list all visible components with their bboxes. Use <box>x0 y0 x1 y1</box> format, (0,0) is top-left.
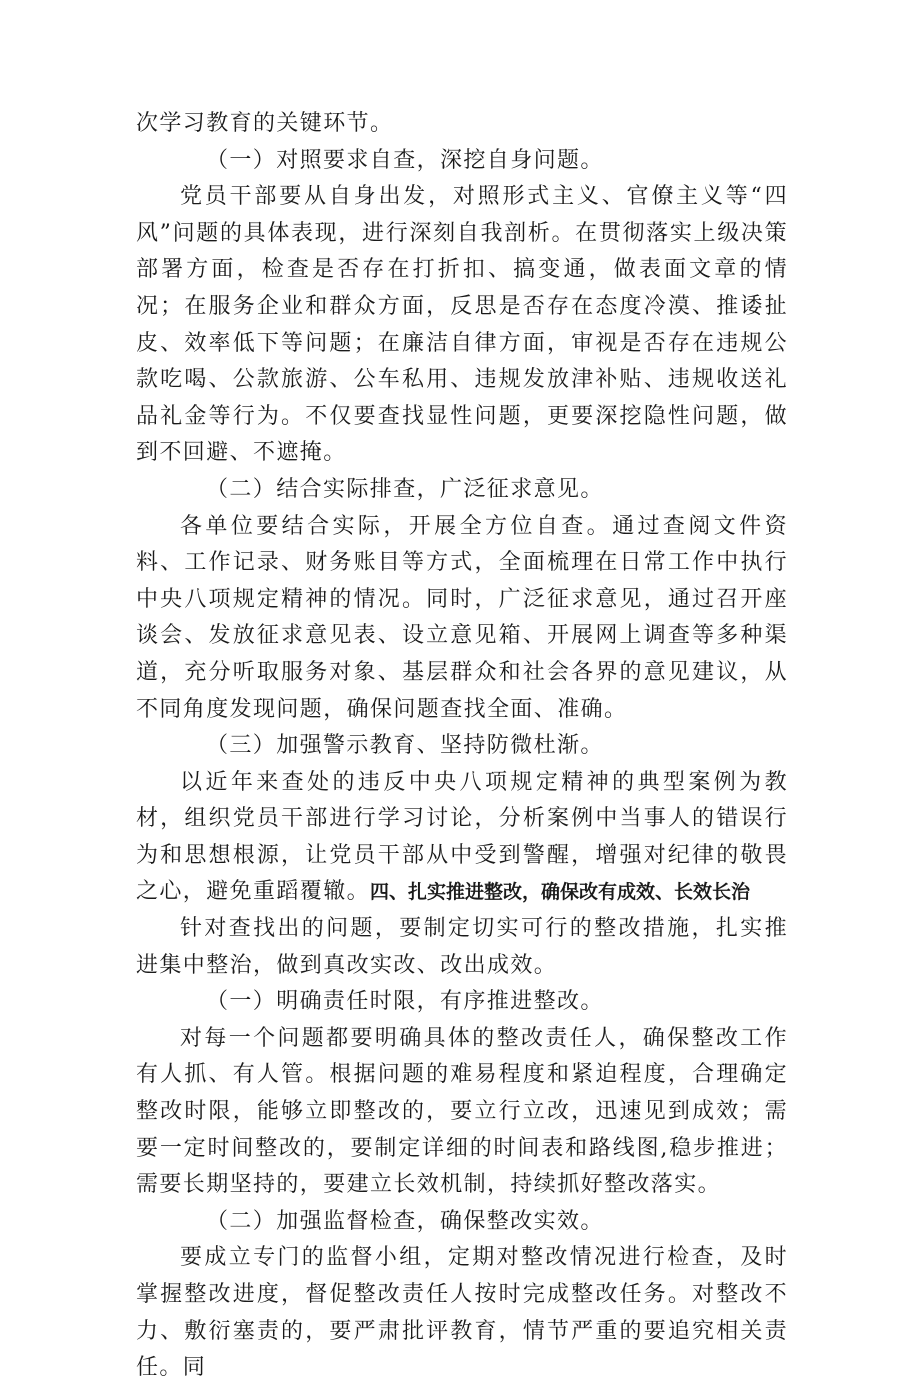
paragraph-continuation: 次学习教育的关键环节。 <box>136 111 394 136</box>
paragraph-rectification-intro: 针对查找出的问题，要制定切实可行的整改措施，扎实推进集中整治，做到真改实改、改出成效。 <box>136 916 788 978</box>
paragraph-self-check: 党员干部要从自身出发，对照形式主义、官僚主义等“四风”问题的具体表现，进行深刻自我剖析。在贯彻落实上级决策部署方面，检查是否存在打折扣、搞变通，做表面文章的情况；在服务企业和群众方面，反思是否存在态度冷漠、推诿扯皮、效率低下等问题；在廉洁自律方面，审视是否存在违规公款吃喝、公款旅游、公车私用、违规发放津补贴、违规收送礼品礼金等行为。不仅要查找显性问题，更要深挖隐性问题，做到不回避、不遮掩。 <box>136 184 788 466</box>
subheading-supervision: （二）加强监督检查，确保整改实效。 <box>206 1208 604 1234</box>
paragraph-warning-education-text: 以近年来查处的违反中央八项规定精神的典型案例为教材，组织党员干部进行学习讨论，分析案例中当事人的错误行为和思想根源，让党员干部从中受到警醒，增强对纪律的敬畏之心，避免重蹈覆辙。 <box>136 769 788 905</box>
section-four-heading: 四、扎实推进整改，确保改有成效、长效长治 <box>370 881 751 904</box>
paragraph-responsibility: 对每一个问题都要明确具体的整改责任人，确保整改工作有人抓、有人管。根据问题的难易程度和紧迫程度，合理确定整改时限，能够立即整改的，要立行立改，迅速见到成效；需要一定时间整改的，要制定详细的时间表和路线图,稳步推进；需要长期坚持的，要建立长效机制，持续抓好整改落实。 <box>136 1025 788 1198</box>
document-body <box>136 106 788 1387</box>
paragraph-investigation: 各单位要结合实际，开展全方位自查。通过查阅文件资料、工作记录、财务账目等方式，全面梳理在日常工作中执行中央八项规定精神的情况。同时，广泛征求意见，通过召开座谈会、发放征求意见表、设立意见箱、开展网上调查等多种渠道，充分听取服务对象、基层群众和社会各界的意见建议，从不同角度发现问题，确保问题查找全面、准确。 <box>136 513 788 722</box>
subheading-responsibility: （一）明确责任时限，有序推进整改。 <box>206 989 604 1015</box>
subheading-investigation: （二）结合实际排查，广泛征求意见。 <box>206 476 604 502</box>
subheading-warning-education: （三）加强警示教育、坚持防微杜渐。 <box>206 733 604 759</box>
subheading-self-check: （一）对照要求自查，深挖自身问题。 <box>206 147 604 173</box>
paragraph-warning-education <box>136 765 788 911</box>
paragraph-supervision: 要成立专门的监督小组，定期对整改情况进行检查，及时掌握整改进度，督促整改责任人按时完成整改任务。对整改不力、敷衍塞责的，要严肃批评教育，情节严重的要追究相关责任。同 <box>136 1245 788 1381</box>
